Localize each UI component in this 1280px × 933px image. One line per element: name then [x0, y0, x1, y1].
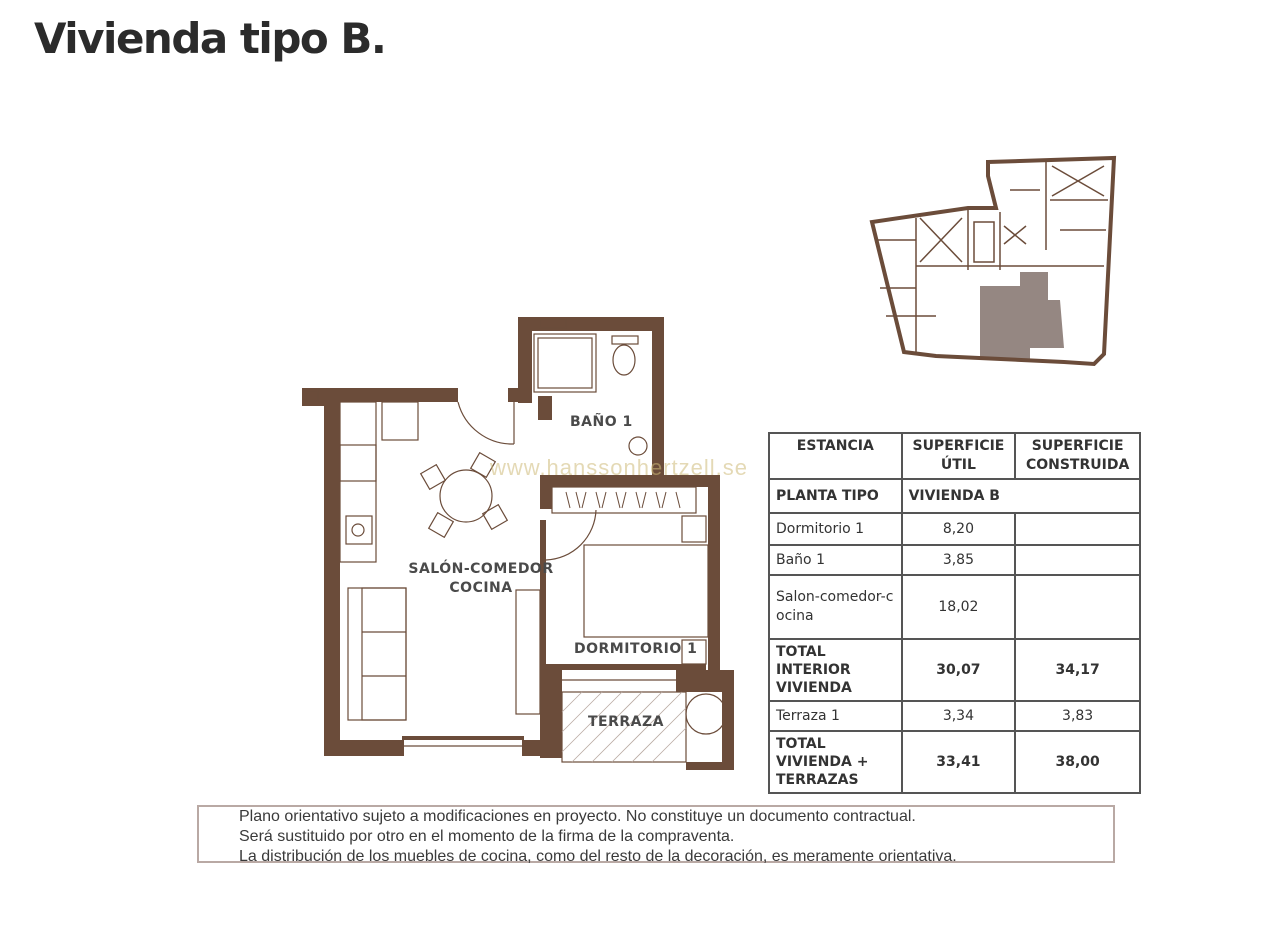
cell-construida — [1015, 545, 1140, 575]
cell-util: 18,02 — [902, 575, 1016, 639]
room-label-salon — [400, 560, 562, 598]
section-value: VIVIENDA B — [902, 479, 1140, 513]
cell-construida — [1015, 575, 1140, 639]
cell-construida — [1015, 513, 1140, 545]
disclaimer-box — [197, 805, 1115, 863]
disclaimer-line: Será sustituido por otro en el momento de la firma de la compraventa. — [239, 828, 735, 845]
table-row — [769, 575, 1140, 639]
cell-util: 30,07 — [902, 639, 1016, 701]
section-label: PLANTA TIPO — [769, 479, 902, 513]
cell-construida: 3,83 — [1015, 701, 1140, 731]
page-title: Vivienda tipo B. — [34, 14, 386, 63]
room-label-salon-line1: SALÓN-COMEDOR — [408, 561, 554, 577]
cell-util: 33,41 — [902, 731, 1016, 793]
cell-util: 3,34 — [902, 701, 1016, 731]
cell-util: 3,85 — [902, 545, 1016, 575]
header-construida: SUPERFICIE CONSTRUIDA — [1015, 433, 1140, 479]
cell-estancia: Dormitorio 1 — [769, 513, 902, 545]
disclaimer-line: Plano orientativo sujeto a modificaciones en proyecto. No constituye un documento contractual. — [239, 808, 916, 825]
disclaimer-line: La distribución de los muebles de cocina, como del resto de la decoración, es meramente orientativa. — [239, 848, 957, 865]
table-row-total — [769, 731, 1140, 793]
cell-estancia: Salon-comedor-cocina — [769, 575, 902, 639]
cell-estancia: TOTAL INTERIOR VIVIENDA — [769, 639, 902, 701]
watermark: www.hanssonhertzell.se — [490, 455, 749, 480]
table-row — [769, 513, 1140, 545]
surface-table — [768, 432, 1141, 794]
room-label-bano: BAÑO 1 — [570, 414, 633, 430]
header-util: SUPERFICIE ÚTIL — [902, 433, 1016, 479]
wardrobe-hangers — [566, 492, 680, 508]
table-row — [769, 545, 1140, 575]
cell-estancia: Baño 1 — [769, 545, 902, 575]
cell-construida: 34,17 — [1015, 639, 1140, 701]
cell-construida: 38,00 — [1015, 731, 1140, 793]
cell-estancia: Terraza 1 — [769, 701, 902, 731]
table-row — [769, 701, 1140, 731]
table-header-row — [769, 433, 1140, 479]
cell-util: 8,20 — [902, 513, 1016, 545]
table-section-row — [769, 479, 1140, 513]
room-label-terraza: TERRAZA — [588, 714, 664, 730]
cell-estancia: TOTAL VIVIENDA + TERRAZAS — [769, 731, 902, 793]
room-label-dormitorio: DORMITORIO 1 — [574, 641, 698, 657]
table-row-total-interior — [769, 639, 1140, 701]
room-label-salon-line2: COCINA — [449, 580, 513, 596]
header-estancia: ESTANCIA — [769, 433, 902, 479]
